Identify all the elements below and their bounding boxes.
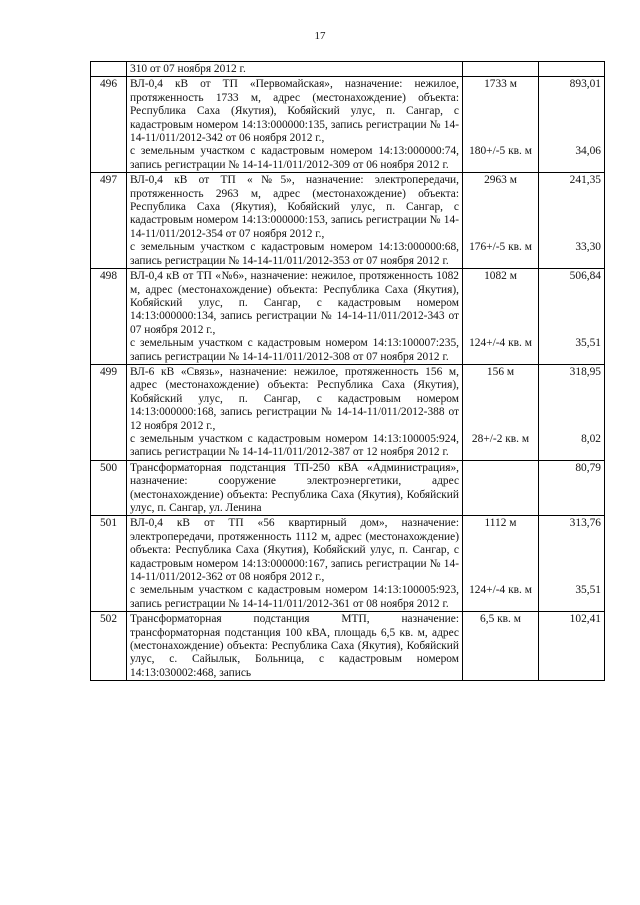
continuation-val-cell bbox=[539, 62, 605, 77]
row-number: 498 bbox=[91, 269, 127, 365]
land-value: 35,51 bbox=[575, 337, 601, 350]
object-value: 313,76 bbox=[569, 517, 601, 530]
object-size: 2963 м bbox=[484, 174, 517, 187]
row-value bbox=[539, 612, 605, 681]
row-number: 499 bbox=[91, 364, 127, 460]
table-row bbox=[91, 612, 605, 681]
table-row bbox=[91, 77, 605, 173]
land-size: 124+/-4 кв. м bbox=[469, 337, 532, 350]
continuation-size-cell bbox=[463, 62, 539, 77]
object-description: Трансформаторная подстанция ТП-250 кВА «Администрация», назначение: сооружение электроэнергетики, адрес (местонахождение) объекта: Республика Саха (Якутия), Кобяйский улус, п. Сангар, ул. Ленина bbox=[130, 461, 459, 514]
continuation-num-cell bbox=[91, 62, 127, 77]
row-size bbox=[463, 269, 539, 365]
continuation-text: 310 от 07 ноября 2012 г. bbox=[127, 62, 463, 77]
page-number: 17 bbox=[314, 30, 326, 42]
row-number: 497 bbox=[91, 173, 127, 269]
land-size: 176+/-5 кв. м bbox=[469, 241, 532, 254]
land-description: с земельным участком с кадастровым номером 14:13:100007:235, запись регистрации № 14-14-11/011/2012-308 от 07 ноября 2012 г. bbox=[130, 337, 459, 363]
row-number: 500 bbox=[91, 460, 127, 516]
object-size: 6,5 кв. м bbox=[480, 613, 521, 626]
row-value bbox=[539, 516, 605, 612]
land-description: с земельным участком с кадастровым номером 14:13:000000:68, запись регистрации № 14-14-11/011/2012-353 от 07 ноября 2012 г. bbox=[130, 241, 459, 267]
row-size bbox=[463, 364, 539, 460]
row-description bbox=[127, 77, 463, 173]
object-value: 506,84 bbox=[569, 270, 601, 283]
row-value bbox=[539, 77, 605, 173]
continuation-row bbox=[91, 62, 605, 77]
land-value: 33,30 bbox=[575, 241, 601, 254]
object-description: ВЛ-0,4 кВ от ТП «56 квартирный дом», назначение: электропередачи, протяженность 1112 м, адрес (местонахождение) объекта: Республика Саха (Якутия), Кобяйский улус, п. Сангар, с кадастровым номером 14:13:000000:167, запись регистрации № 14-14-11/011/2012-362 от 08 ноября 2012 г., bbox=[130, 517, 459, 584]
object-value: 318,95 bbox=[569, 365, 601, 378]
row-size bbox=[463, 516, 539, 612]
row-description bbox=[127, 173, 463, 269]
object-value: 102,41 bbox=[569, 613, 601, 626]
row-number: 502 bbox=[91, 612, 127, 681]
object-description: ВЛ-0,4 кВ от ТП «№5», назначение: электропередачи, протяженность 2963 м, адрес (местонахождение) объекта: Республика Саха (Якутия), Кобяйский улус, п. Сангар, с кадастровым номером 14:13:000000:153, запись регистрации № 14-14-11/011/2012-354 от 07 ноября 2012 г., bbox=[130, 174, 459, 240]
land-value: 35,51 bbox=[575, 584, 601, 597]
object-description: Трансформаторная подстанция МТП, назначение: трансформаторная подстанция 100 кВА, площадь 6,5 кв. м, адрес (местонахождение) объекта: Республика Саха (Якутия), Кобяйский улус, с. Сайылык, Больница, с кадастровым номером 14:13:030002:468, запись bbox=[130, 613, 459, 679]
table-row bbox=[91, 460, 605, 516]
row-size bbox=[463, 77, 539, 173]
object-size: 1082 м bbox=[484, 270, 517, 283]
object-description: ВЛ-6 кВ «Связь», назначение: нежилое, протяженность 156 м, адрес (местонахождение) объекта: Республика Саха (Якутия), Кобяйский улус, п. Сангар, с кадастровым номером 14:13:000000:168, запись регистрации № 14-14-11/011/2012-388 от 12 ноября 2012 г., bbox=[130, 365, 459, 432]
object-description: ВЛ-0,4 кВ от ТП «№6», назначение: нежилое, протяженность 1082 м, адрес (местонахождение) объекта: Республика Саха (Якутия), Кобяйский улус, п. Сангар, с кадастровым номером 14:13:000000:134, запись регистрации № 14-14-11/011/2012-343 от 07 ноября 2012 г., bbox=[130, 270, 459, 336]
row-value bbox=[539, 173, 605, 269]
land-value: 8,02 bbox=[581, 432, 601, 445]
land-value: 34,06 bbox=[575, 145, 601, 158]
row-value bbox=[539, 460, 605, 516]
row-size bbox=[463, 612, 539, 681]
row-value bbox=[539, 269, 605, 365]
row-size bbox=[463, 173, 539, 269]
object-value: 80,79 bbox=[575, 461, 601, 474]
object-description: ВЛ-0,4 кВ от ТП «Первомайская», назначение: нежилое, протяженность 1733 м, адрес (местонахождение) объекта: Республика Саха (Якутия), Кобяйский улус, п. Сангар, с кадастровым номером 14:13:000000:135, запись регистрации № 14-14-11/011/2012-342 от 06 ноября 2012 г., bbox=[130, 78, 459, 145]
object-value: 241,35 bbox=[569, 174, 601, 187]
object-size: 1112 м bbox=[484, 517, 517, 530]
row-description bbox=[127, 612, 463, 681]
row-number: 501 bbox=[91, 516, 127, 612]
row-size bbox=[463, 460, 539, 516]
object-value: 893,01 bbox=[569, 78, 601, 91]
table-row bbox=[91, 516, 605, 612]
object-size: 1733 м bbox=[484, 78, 517, 91]
row-description bbox=[127, 516, 463, 612]
row-number: 496 bbox=[91, 77, 127, 173]
table-row bbox=[91, 364, 605, 460]
table-row bbox=[91, 269, 605, 365]
row-description bbox=[127, 460, 463, 516]
land-size: 124+/-4 кв. м bbox=[469, 584, 532, 597]
table-row bbox=[91, 173, 605, 269]
row-description bbox=[127, 364, 463, 460]
row-value bbox=[539, 364, 605, 460]
property-table bbox=[90, 61, 605, 681]
object-size: 156 м bbox=[486, 365, 515, 378]
land-size: 28+/-2 кв. м bbox=[471, 432, 530, 445]
row-description bbox=[127, 269, 463, 365]
land-description: с земельным участком с кадастровым номером 14:13:000000:74, запись регистрации № 14-14-11/011/2012-309 от 06 ноября 2012 г. bbox=[130, 145, 459, 171]
land-description: с земельным участком с кадастровым номером 14:13:100005:924, запись регистрации № 14-14-11/011/2012-387 от 12 ноября 2012 г. bbox=[130, 432, 459, 459]
land-size: 180+/-5 кв. м bbox=[469, 145, 532, 158]
land-description: с земельным участком с кадастровым номером 14:13:100005:923, запись регистрации № 14-14-11/011/2012-361 от 08 ноября 2012 г. bbox=[130, 584, 459, 610]
